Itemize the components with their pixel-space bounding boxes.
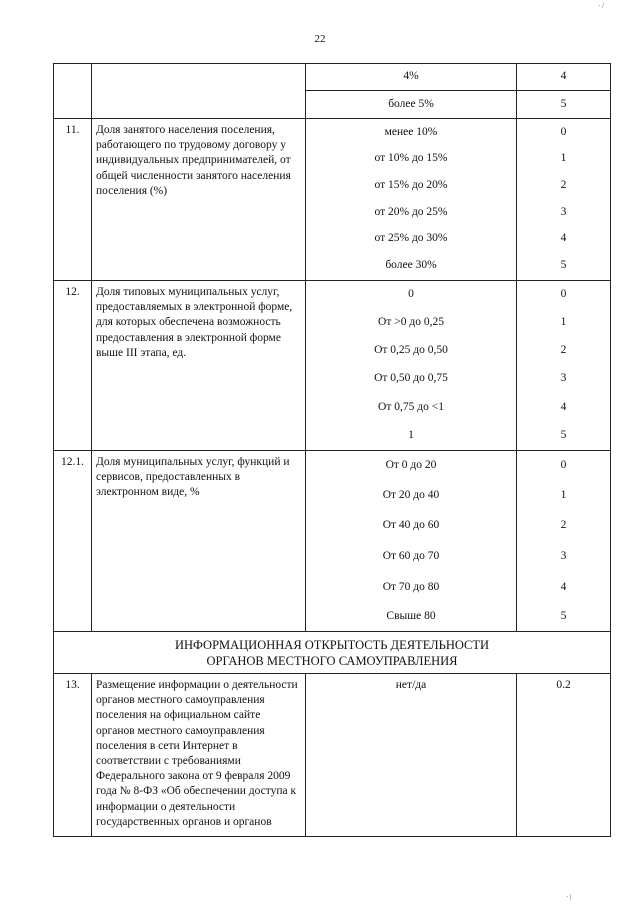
criterion: 1	[408, 429, 414, 442]
score: 3	[560, 372, 567, 385]
criterion: от 10% до 15%	[374, 152, 448, 165]
section-heading-line: ИНФОРМАЦИОННАЯ ОТКРЫТОСТЬ ДЕЯТЕЛЬНОСТИ	[174, 638, 490, 652]
criterion: От 40 до 60	[382, 518, 440, 531]
item-description: Доля муниципальных услуг, функций и сервисов, предоставленных в электронном виде, %	[92, 451, 306, 632]
score-cell: 0.2	[517, 674, 611, 837]
criterion: менее 10%	[384, 125, 438, 138]
score: 5	[560, 259, 567, 272]
page-number: 22	[314, 33, 326, 45]
section-heading-row	[54, 632, 611, 674]
criterion: более 30%	[385, 259, 437, 272]
score: 1	[560, 316, 567, 329]
score: 2	[560, 344, 567, 357]
corner-mark-top: · /	[598, 2, 605, 10]
criterion-cell: более 5%	[306, 91, 517, 119]
score: 4	[560, 232, 567, 245]
criteria-table	[53, 63, 611, 837]
table-row-item-11	[54, 119, 611, 281]
item-number: 12.	[54, 281, 92, 451]
section-heading	[54, 632, 611, 674]
description-cell	[92, 64, 306, 119]
criterion-cell: 4%	[306, 64, 517, 91]
item-description: Доля занятого населения поселения, работающего по трудовому договору у индивидуальных предпринимателей, от общей численности занятого населения поселения (%)	[92, 119, 306, 281]
corner-mark-bottom: · |	[566, 893, 572, 901]
score: 5	[560, 610, 567, 623]
criteria-list	[306, 119, 517, 281]
criterion: 0	[408, 288, 414, 301]
criterion: От 60 до 70	[382, 550, 440, 563]
score: 3	[560, 205, 567, 218]
score: 2	[560, 518, 567, 531]
item-number: 12.1.	[54, 451, 92, 632]
criteria-list	[306, 451, 517, 632]
criterion: От 70 до 80	[382, 581, 440, 594]
criterion: от 15% до 20%	[374, 178, 448, 191]
scores-list	[517, 119, 611, 281]
score: 2	[560, 178, 567, 191]
table-row	[54, 64, 611, 91]
score: 1	[560, 152, 567, 165]
criterion: от 20% до 25%	[374, 205, 448, 218]
score: 3	[560, 550, 567, 563]
table-row-item-13	[54, 674, 611, 837]
item-number: 11.	[54, 119, 92, 281]
score: 4	[560, 581, 567, 594]
number-cell	[54, 64, 92, 119]
score: 5	[560, 429, 567, 442]
score: 0	[560, 125, 567, 138]
table-row-item-12-1	[54, 451, 611, 632]
criterion: От 0,25 до 0,50	[374, 344, 448, 357]
section-heading-line: ОРГАНОВ МЕСТНОГО САМОУПРАВЛЕНИЯ	[206, 654, 458, 668]
score-cell: 4	[517, 64, 611, 91]
table-row-item-12	[54, 281, 611, 451]
scores-list	[517, 281, 611, 451]
score: 4	[560, 400, 567, 413]
item-number: 13.	[54, 674, 92, 837]
criterion: от 25% до 30%	[374, 232, 448, 245]
criterion: Свыше 80	[386, 610, 436, 623]
item-description: Доля типовых муниципальных услуг, предоставляемых в электронной форме, для которых обеспечена возможность предоставления в электронной форме выше III этапа, ед.	[92, 281, 306, 451]
score: 0	[560, 288, 567, 301]
criterion: От 0 до 20	[385, 459, 437, 472]
criterion-cell: нет/да	[306, 674, 517, 837]
score: 1	[560, 488, 567, 501]
scores-list	[517, 451, 611, 632]
criterion: От 20 до 40	[382, 488, 440, 501]
criterion: От >0 до 0,25	[378, 316, 444, 329]
score-cell: 5	[517, 91, 611, 119]
criteria-list	[306, 281, 517, 451]
criterion: От 0,75 до <1	[378, 400, 444, 413]
score: 0	[560, 459, 567, 472]
item-description: Размещение информации о деятельности органов местного самоуправления поселения на официальном сайте органов местного самоуправления поселения в сети Интернет в соответствии с требованиями Федерального закона от 9 февраля 2009 года № 8-ФЗ «Об обеспечении доступа к информации о деятельности государственных органов и органов	[92, 674, 306, 837]
criterion: От 0,50 до 0,75	[374, 372, 448, 385]
